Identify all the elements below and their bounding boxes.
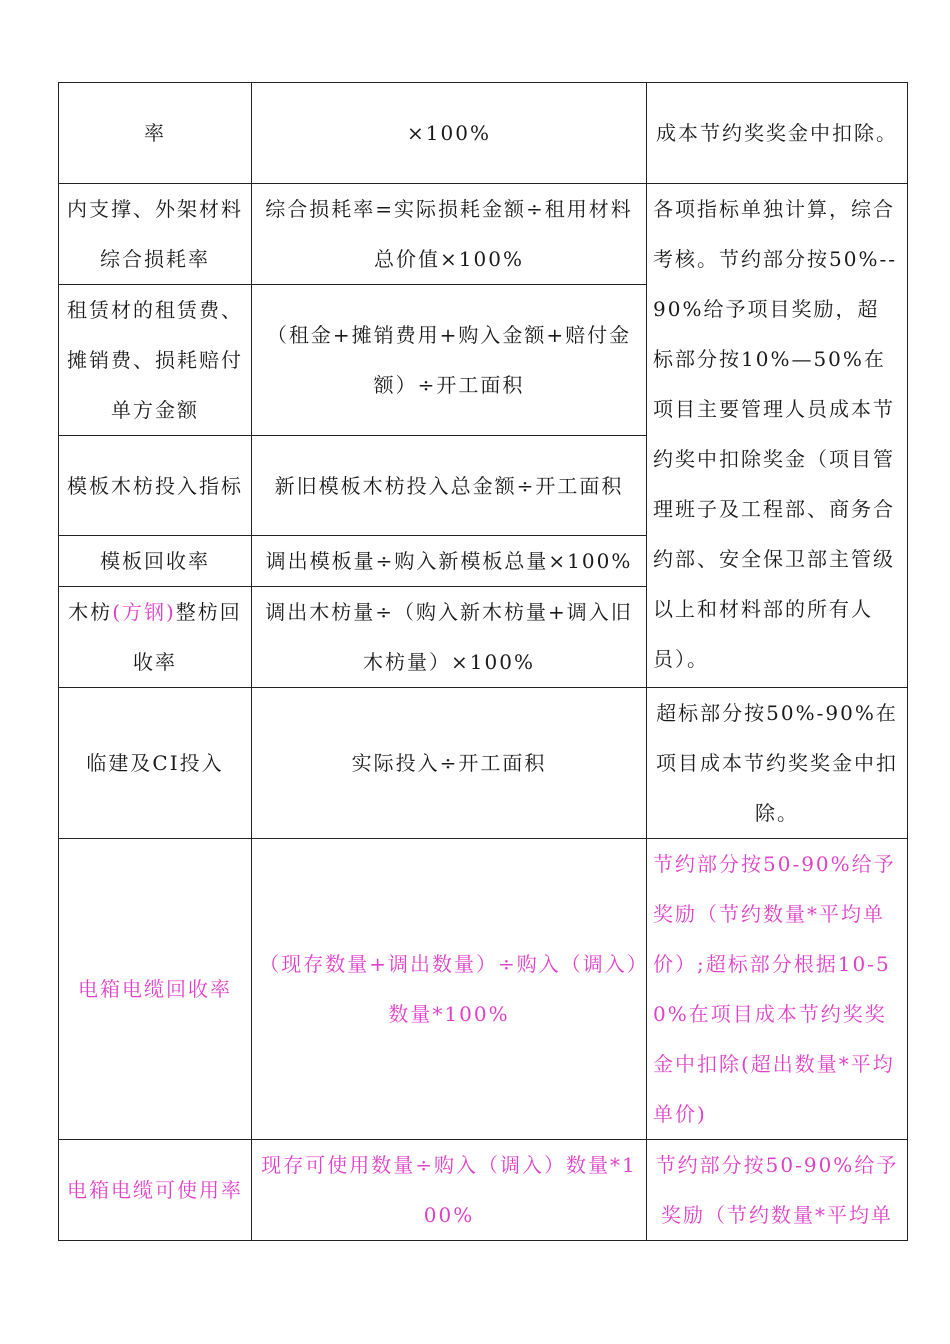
indicator-formula: 现存可使用数量÷购入（调入）数量*100%: [252, 1140, 647, 1241]
reward-rule: 超标部分按50%-90%在项目成本节约奖奖金中扣除。: [647, 688, 908, 839]
table-row: [59, 184, 908, 285]
indicator-name: 电箱电缆可使用率: [59, 1140, 252, 1241]
name-suffix: 整枋回收率: [133, 600, 242, 674]
indicator-name: 模板回收率: [59, 536, 252, 587]
indicator-name: [59, 587, 252, 688]
reward-rule: 节约部分按50-90%给予奖励（节约数量*平均单: [647, 1140, 908, 1241]
table-row: [59, 1140, 908, 1241]
name-highlight: (方钢): [112, 600, 176, 624]
indicator-formula: 实际投入÷开工面积: [252, 688, 647, 839]
indicator-name: 模板木枋投入指标: [59, 436, 252, 536]
indicator-formula: （现存数量+调出数量）÷购入（调入）数量*100%: [252, 839, 647, 1140]
indicator-name: 内支撑、外架材料综合损耗率: [59, 184, 252, 285]
indicator-formula: 调出木枋量÷（购入新木枋量+调入旧木枋量）×100%: [252, 587, 647, 688]
table-row: [59, 83, 908, 184]
name-prefix: 木枋: [68, 600, 113, 624]
indicator-name: 临建及CI投入: [59, 688, 252, 839]
cost-index-table: [58, 82, 908, 1241]
table-row: [59, 688, 908, 839]
indicator-formula: 综合损耗率=实际损耗金额÷租用材料总价值×100%: [252, 184, 647, 285]
indicator-name: 租赁材的租赁费、摊销费、损耗赔付单方金额: [59, 285, 252, 436]
indicator-name: 率: [59, 83, 252, 184]
indicator-name: 电箱电缆回收率: [59, 839, 252, 1140]
table-row: [59, 839, 908, 1140]
indicator-formula: ×100%: [252, 83, 647, 184]
merged-reward-rule: 各项指标单独计算，综合考核。节约部分按50%--90%给予项目奖励，超标部分按10%—50%在项目主要管理人员成本节约奖中扣除奖金（项目管理班子及工程部、商务合约部、安全保卫部主管级以上和材料部的所有人员）。: [647, 184, 908, 688]
reward-rule: 成本节约奖奖金中扣除。: [647, 83, 908, 184]
indicator-formula: 新旧模板木枋投入总金额÷开工面积: [252, 436, 647, 536]
indicator-formula: 调出模板量÷购入新模板总量×100%: [252, 536, 647, 587]
reward-rule: 节约部分按50-90%给予奖励（节约数量*平均单价）;超标部分根据10-50%在项目成本节约奖奖金中扣除(超出数量*平均单价): [647, 839, 908, 1140]
indicator-formula: （租金+摊销费用+购入金额+赔付金额）÷开工面积: [252, 285, 647, 436]
